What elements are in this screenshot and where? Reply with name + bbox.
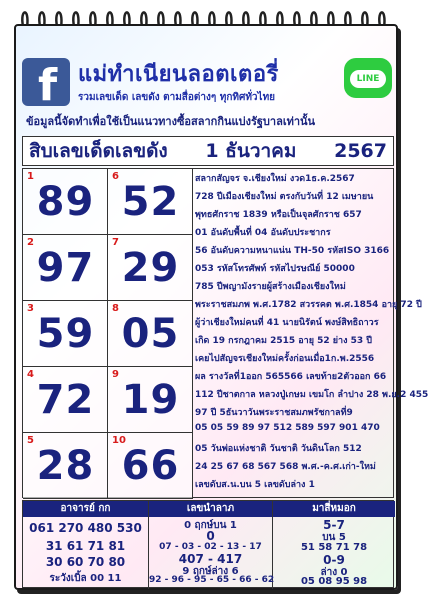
info-row: 05 วันพ่อแห่งชาติ วันชาติ วันดินโลก 512	[195, 444, 362, 454]
info-row: เคยไปสัญจรเชียงใหม่ครั้งก่อนเมื่อ1ก.พ.2556	[195, 354, 375, 364]
line-label: LINE	[350, 70, 386, 88]
subtitle: รวมเลขเด็ด เลขดัง ตามสื่อต่างๆ ทุกทิศทั่วไทย	[78, 92, 276, 103]
number-value: 28	[36, 443, 95, 489]
info-row: เกิด 19 กรกฎาคม 2515 อายุ 52 ย่าง 53 ปี	[195, 336, 373, 346]
lucky-line: 92 - 96 - 95 - 65 - 66 - 62	[149, 575, 275, 585]
header	[22, 56, 394, 140]
lucky-line: 407 - 417	[178, 552, 243, 566]
number-cell	[108, 367, 193, 433]
number-index: 3	[27, 303, 34, 314]
bottom-panel	[22, 500, 394, 588]
info-panel	[193, 169, 428, 499]
info-row: พระราชสมภพ พ.ศ.1782 สวรรคต พ.ศ.1854 อายุ 72 ปี	[195, 300, 422, 310]
number-value: 97	[36, 245, 95, 291]
info-row: 112 ปีชาตกาล หลวงปู่เกษม เขมโก ลำปาง 28 พ.ย.2 455	[195, 390, 428, 400]
info-row: สลากสัญจร จ.เชียงใหม่ งวด1ธ.ค.2567	[195, 174, 355, 184]
disclaimer: ข้อมูลนี้จัดทำเพื่อใช้เป็นแนวทางซื้อสลากกินแบ่งรัฐบาลเท่านั้น	[26, 115, 316, 128]
number-value: 19	[121, 377, 180, 423]
number-cell	[108, 235, 193, 301]
number-cell	[108, 433, 193, 499]
lucky-line: 07 - 03 - 02 - 13 - 17	[159, 542, 262, 552]
info-row: 728 ปีเมืองเชียงใหม่ ตรงกับวันที่ 12 เมษายน	[195, 192, 374, 202]
teacher-line: ระวังเบิ้ล 00 11	[49, 573, 122, 584]
lucky-column	[149, 501, 273, 589]
number-cell	[108, 169, 193, 235]
number-index: 1	[27, 171, 34, 182]
number-index: 6	[112, 171, 119, 182]
number-value: 72	[36, 377, 95, 423]
info-row: 24 25 67 68 567 568 พ.ศ.-ค.ศ.เก่า-ใหม่	[195, 462, 376, 472]
number-index: 5	[27, 435, 34, 446]
number-index: 4	[27, 369, 34, 380]
numbers-grid	[22, 168, 428, 498]
number-index: 8	[112, 303, 119, 314]
fog-line: 5-7	[323, 518, 345, 532]
lucky-line: 9 ฤกษ์ล่าง 6	[182, 566, 239, 577]
info-row: ผล รางวัลที่1ออก 565566 เลขท้าย2ตัวออก 66	[195, 372, 387, 382]
number-index: 9	[112, 369, 119, 380]
fog-header: มาสี่หมอก	[273, 501, 395, 517]
number-value: 59	[36, 311, 95, 357]
info-row: พุทธศักราช 1839 หรือเป็นจุลศักราช 657	[195, 210, 362, 220]
number-cell	[23, 235, 108, 301]
number-cell	[23, 301, 108, 367]
number-value: 52	[121, 179, 180, 225]
lucky-line: 0 ฤกษ์บน 1	[184, 520, 237, 531]
banner-text: สิบเลขเด็ดเลขดัง	[29, 140, 168, 162]
lucky-header: เลขนำลาภ	[149, 501, 272, 517]
number-value: 89	[36, 179, 95, 225]
fog-line: ล่าง 0	[320, 567, 348, 578]
date-banner	[22, 136, 394, 166]
info-row: 053 รหัสโทรศัพท์ รหัสไปรษณีย์ 50000	[195, 264, 355, 274]
number-value: 29	[121, 245, 180, 291]
teacher-line: 061 270 480 530	[29, 521, 142, 535]
info-row: 05 05 59 89 97 512 589 597 901 470	[195, 423, 380, 433]
number-cell	[108, 301, 193, 367]
lucky-line: 0	[206, 529, 215, 543]
page-title: แม่ทำเนียนลอตเตอรี่	[78, 62, 279, 87]
info-row: 56 อันดับความหนาแน่น TH-50 รหัสISO 3166	[195, 246, 390, 256]
info-row: เลขดับส.น.บน 5 เลขดับล่าง 1	[195, 480, 315, 490]
fog-line: 51 58 71 78	[300, 542, 368, 553]
number-value: 66	[121, 443, 180, 489]
fog-line: 0-9	[323, 553, 345, 567]
number-cell	[23, 169, 108, 235]
number-cell	[23, 433, 108, 499]
teacher-line: 30 60 70 80	[45, 555, 126, 569]
info-row: 01 อันดับพื้นที่ 04 อันดับประชากร	[195, 228, 331, 238]
banner-date: 1 ธันวาคม	[205, 140, 297, 162]
number-index: 2	[27, 237, 34, 248]
info-row: 97 ปี 5ธันวาวันพระราชสมภพรัชกาลที่9	[195, 408, 353, 418]
lottery-card	[14, 24, 428, 590]
info-row: ผู้ว่าเชียงใหม่คนที่ 41 นายนิรัตน์ พงษ์สิทธิถาวร	[195, 318, 379, 328]
fog-column	[273, 501, 395, 589]
teacher-column	[23, 501, 149, 589]
number-index: 10	[112, 435, 126, 446]
teacher-line: 31 61 71 81	[45, 539, 126, 553]
line-icon[interactable]	[344, 58, 392, 98]
number-index: 7	[112, 237, 119, 248]
teacher-header: อาจารย์ กก	[23, 501, 148, 517]
banner-year: 2567	[334, 140, 387, 162]
facebook-icon[interactable]: f	[22, 58, 70, 106]
number-value: 05	[121, 311, 180, 357]
number-cell	[23, 367, 108, 433]
info-row: 785 ปีพญามังรายผู้สร้างเมืองเชียงใหม่	[195, 282, 346, 292]
fog-line: 05 08 95 98	[300, 576, 368, 587]
fog-line: บน 5	[322, 532, 346, 543]
